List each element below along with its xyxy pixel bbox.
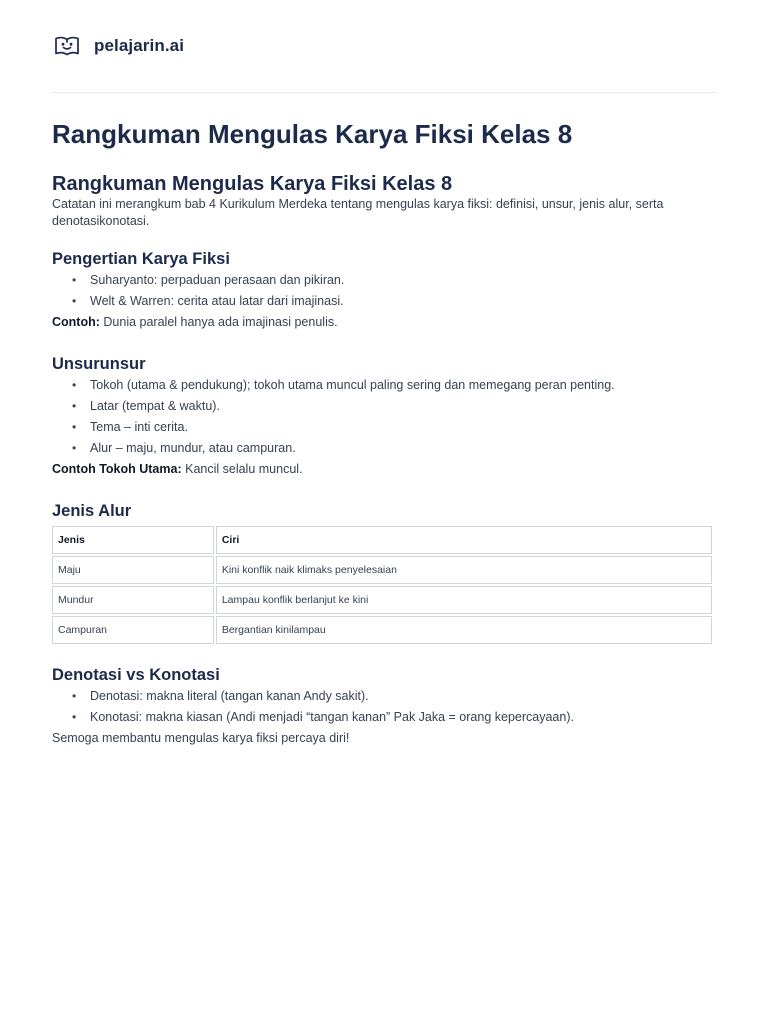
table-row: [52, 616, 712, 644]
list-item: • Latar (tempat & waktu).: [52, 396, 716, 417]
list-item: • Welt & Warren: cerita atau latar dari imajinasi.: [52, 291, 716, 312]
table-cell: Maju: [52, 556, 214, 584]
list-item: • Alur – maju, mundur, atau campuran.: [52, 438, 716, 459]
table-cell: Kini konflik naik klimaks penyelesaian: [216, 556, 712, 584]
table-cell: Lampau konflik berlanjut ke kini: [216, 586, 712, 614]
example-label: Contoh Tokoh Utama:: [52, 462, 182, 476]
brand-name[interactable]: pelajarin.ai: [94, 36, 185, 55]
pengertian-list: [52, 270, 716, 312]
section-heading-denotasi: Denotasi vs Konotasi: [52, 666, 220, 684]
list-item: • Denotasi: makna literal (tangan kanan Andy sakit).: [52, 686, 716, 707]
column-header-jenis: Jenis: [52, 526, 214, 554]
section-heading-alur: Jenis Alur: [52, 502, 132, 520]
site-header: [52, 0, 716, 93]
document-subtitle: Rangkuman Mengulas Karya Fiksi Kelas 8: [52, 173, 453, 195]
list-item: • Tema – inti cerita.: [52, 417, 716, 438]
intro-paragraph: Catatan ini merangkum bab 4 Kurikulum Merdeka tentang mengulas karya fiksi: definisi, unsur, jenis alur, serta denotasikonotasi.: [52, 197, 664, 228]
section-heading-unsur: Unsurunsur: [52, 355, 146, 373]
example-text: Dunia paralel hanya ada imajinasi penulis.: [103, 315, 338, 329]
page-title: Rangkuman Mengulas Karya Fiksi Kelas 8: [52, 119, 573, 149]
table-header-row: [52, 526, 712, 554]
example-text: Kancil selalu muncul.: [185, 462, 303, 476]
pengertian-example: [52, 312, 716, 333]
unsur-example: [52, 459, 716, 480]
denotasi-list: [52, 686, 716, 728]
example-label: Contoh:: [52, 315, 100, 329]
table-row: [52, 586, 712, 614]
table-row: [52, 556, 712, 584]
section-heading-pengertian: Pengertian Karya Fiksi: [52, 250, 230, 268]
list-item: • Suharyanto: perpaduan perasaan dan pikiran.: [52, 270, 716, 291]
list-item: • Konotasi: makna kiasan (Andi menjadi “tangan kanan” Pak Jaka = orang kepercayaan).: [52, 707, 716, 728]
column-header-ciri: Ciri: [216, 526, 712, 554]
table-cell: Bergantian kinilampau: [216, 616, 712, 644]
book-logo-icon[interactable]: [54, 33, 80, 59]
table-cell: Mundur: [52, 586, 214, 614]
unsur-list: [52, 375, 716, 459]
alur-table: [50, 524, 714, 646]
table-cell: Campuran: [52, 616, 214, 644]
closing-text: Semoga membantu mengulas karya fiksi percaya diri!: [52, 731, 350, 745]
list-item: • Tokoh (utama & pendukung); tokoh utama muncul paling sering dan memegang peran penting.: [52, 375, 716, 396]
